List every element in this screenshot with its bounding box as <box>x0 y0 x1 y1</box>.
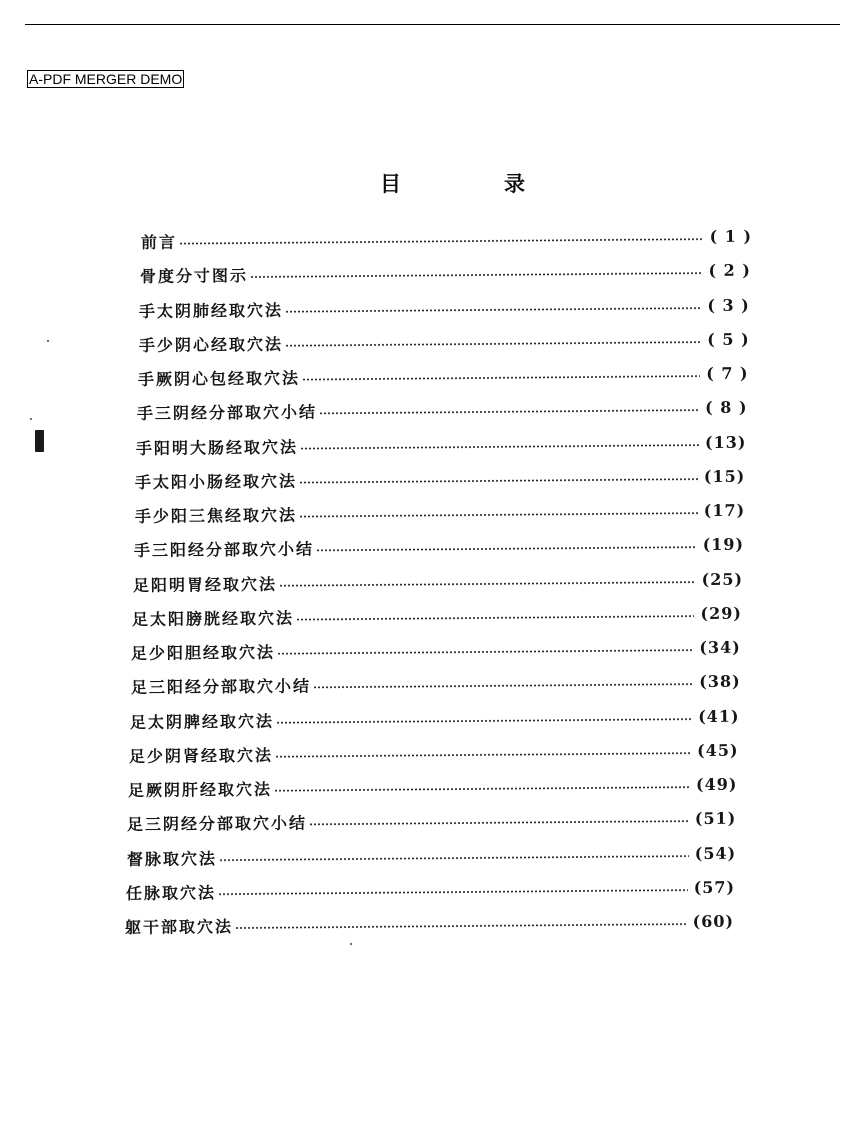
toc-entry-label: 足太阴脾经取穴法 <box>129 710 274 731</box>
page-title-right-char: 录 <box>504 171 525 196</box>
toc-entry <box>136 429 747 458</box>
toc-dot-leader <box>250 272 702 278</box>
toc-dot-leader <box>276 718 692 724</box>
toc-entry-label: 足厥阴肝经取穴法 <box>128 779 273 800</box>
toc-entry-label: 手少阳三焦经取穴法 <box>134 505 297 526</box>
toc-entry <box>127 806 736 835</box>
toc-dot-leader <box>218 889 688 895</box>
toc-entry-label: 手厥阴心包经取穴法 <box>137 368 300 389</box>
toc-entry-page-number: (13) <box>705 431 747 452</box>
toc-entry-label: 督脉取穴法 <box>126 848 217 868</box>
toc-entry-label: 足三阳经分部取穴小结 <box>130 676 311 697</box>
toc-dot-leader <box>285 341 701 347</box>
toc-entry-label: 手三阴经分部取穴小结 <box>136 402 318 423</box>
toc-entry-label: 手太阳小肠经取穴法 <box>135 470 298 492</box>
toc-dot-leader <box>235 923 687 929</box>
toc-entry-label: 手少阴心经取穴法 <box>138 333 283 355</box>
toc-dot-leader <box>302 375 700 380</box>
margin-binding-mark <box>35 430 44 452</box>
toc-entry <box>129 737 739 766</box>
toc-entry <box>126 840 735 869</box>
toc-entry <box>131 635 741 664</box>
toc-entry <box>135 463 745 492</box>
toc-entry <box>134 532 744 561</box>
toc-entry-page-number: ( 7 ) <box>705 363 749 383</box>
toc-entry <box>134 498 744 527</box>
toc-entry <box>139 292 750 321</box>
toc-entry <box>128 772 738 801</box>
toc-dot-leader <box>319 409 699 414</box>
toc-entry-label: 手三阳经分部取穴小结 <box>133 539 314 560</box>
toc-entry <box>138 326 749 355</box>
scan-speck <box>47 340 49 342</box>
toc-entry-label: 躯干部取穴法 <box>124 916 234 937</box>
toc-dot-leader <box>219 855 689 861</box>
toc-entry-page-number: (41) <box>697 705 740 726</box>
toc-entry-page-number: (57) <box>693 876 735 897</box>
toc-entry-label: 足少阴肾经取穴法 <box>128 744 274 766</box>
toc-entry-label: 任脉取穴法 <box>125 882 216 903</box>
toc-dot-leader <box>300 444 699 449</box>
toc-entry <box>130 669 740 698</box>
toc-entry-page-number: ( 2 ) <box>708 260 752 280</box>
toc-entry <box>137 395 748 424</box>
toc-entry-label: 手太阴肺经取穴法 <box>139 299 284 320</box>
toc-entry <box>138 361 749 390</box>
toc-entry-page-number: (15) <box>704 465 746 486</box>
toc-dot-leader <box>296 615 694 620</box>
toc-dot-leader <box>275 752 691 758</box>
toc-entry-page-number: (45) <box>696 739 739 760</box>
toc-dot-leader <box>179 238 704 245</box>
scan-speck <box>350 943 352 945</box>
toc-dot-leader <box>313 683 693 688</box>
toc-entry-label: 手阳明大肠经取穴法 <box>136 436 299 457</box>
toc-entry-page-number: (34) <box>699 637 742 657</box>
toc-entry-page-number: (25) <box>701 568 744 589</box>
toc-entry-label: 足阳明胃经取穴法 <box>132 573 278 594</box>
toc-entry <box>133 566 743 595</box>
toc-entry <box>140 258 751 287</box>
toc-entry-label: 足太阳膀胱经取穴法 <box>132 607 295 629</box>
toc-entry-label: 足少阳胆经取穴法 <box>131 642 276 663</box>
toc-dot-leader <box>309 820 689 825</box>
toc-entry <box>125 909 734 938</box>
toc-entry-page-number: (60) <box>692 911 735 931</box>
toc-entry-label: 足三阴经分部取穴小结 <box>127 813 308 834</box>
toc-entry-page-number: ( 1 ) <box>709 226 753 246</box>
toc-entry <box>126 874 735 903</box>
toc-dot-leader <box>274 786 690 792</box>
page-title-left-char: 目 <box>380 171 401 196</box>
toc-entry <box>130 703 740 732</box>
toc-entry-page-number: (17) <box>703 500 745 520</box>
toc-entry-page-number: (54) <box>694 842 736 863</box>
scan-speck <box>30 418 32 420</box>
toc-entry-page-number: (51) <box>695 808 737 828</box>
toc-dot-leader <box>277 649 693 655</box>
toc-dot-leader <box>299 478 698 483</box>
toc-entry-label: 骨度分寸图示 <box>140 265 249 286</box>
toc-entry-page-number: ( 5 ) <box>706 328 750 349</box>
toc-entry-page-number: ( 3 ) <box>707 294 751 315</box>
toc-entry-page-number: (19) <box>702 534 744 554</box>
toc-entry-page-number: (29) <box>700 602 743 623</box>
watermark-label: A-PDF MERGER DEMO <box>29 71 183 87</box>
toc-entry-label: 前言 <box>140 232 178 252</box>
toc-entry-page-number: (38) <box>698 671 741 691</box>
toc-dot-leader <box>316 546 697 551</box>
toc-entry-page-number: ( 8 ) <box>704 397 748 417</box>
toc-dot-leader <box>279 581 696 587</box>
toc-entry <box>132 600 742 629</box>
toc-dot-leader <box>299 512 698 517</box>
toc-dot-leader <box>285 307 701 313</box>
toc-entry <box>141 224 752 253</box>
toc-entry-page-number: (49) <box>696 774 738 794</box>
